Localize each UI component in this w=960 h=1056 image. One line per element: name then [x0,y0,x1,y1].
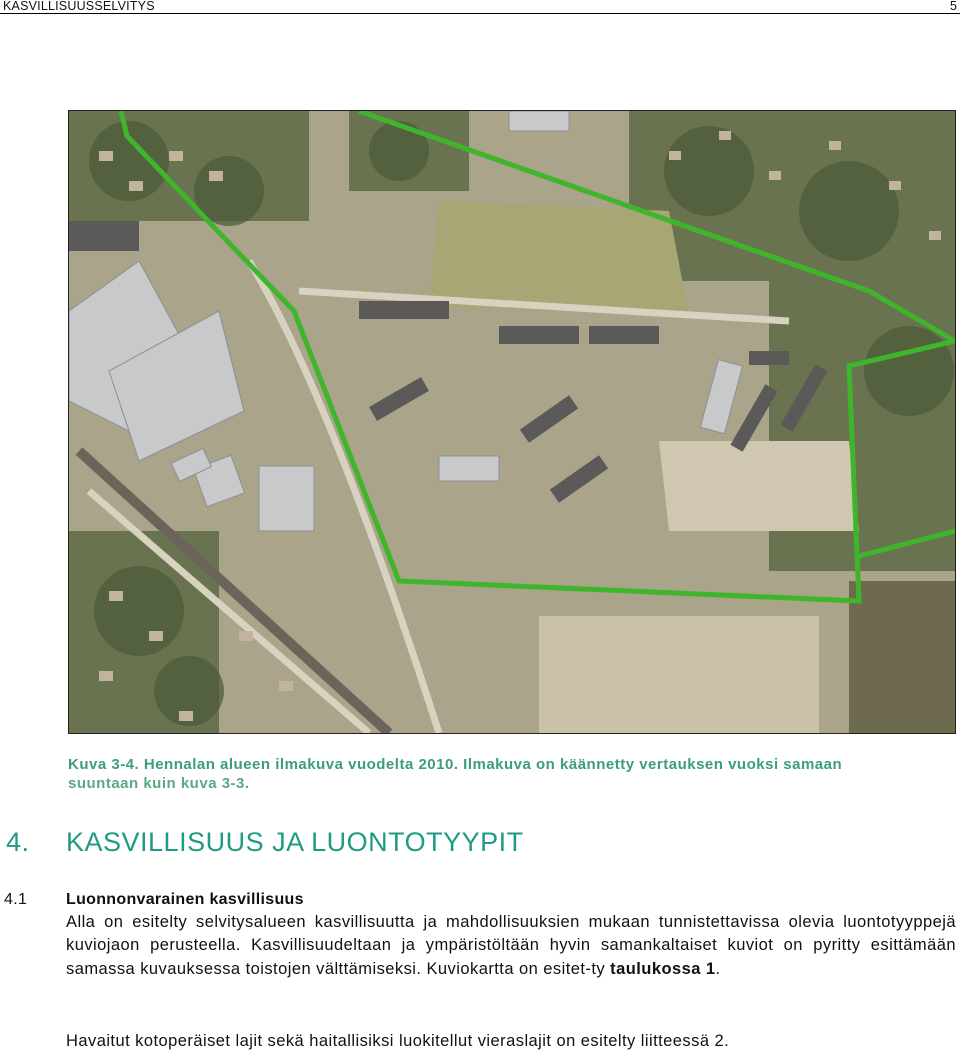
document-title: KASVILLISUUSSELVITYS [3,0,155,13]
section-title: KASVILLISUUS JA LUONTOTYYPIT [66,827,524,857]
subsection-title: Luonnonvarainen kasvillisuus [66,891,304,908]
caption-line-1: Kuva 3-4. Hennalan alueen ilmakuva vuodelta 2010. Ilmakuva on käännetty vertauksen vuoksi samaan [68,756,843,773]
running-header [0,0,960,14]
paragraph-1 [66,911,956,981]
subsection-number: 4.1 [4,891,28,908]
aerial-photo-map [69,111,955,733]
paragraph-2 [66,1030,956,1053]
aerial-photo [68,110,956,734]
paragraph-2-text: Havaitut kotoperäiset lajit sekä haitallisiksi luokitellut vieraslajit on esitelty liitteessä 2. [66,1032,730,1050]
page-number: 5 [950,0,957,13]
figure-caption [68,755,948,793]
subsection-heading [4,890,904,910]
paragraph-1-text: Alla on esitelty selvitysalueen kasvillisuutta ja mahdollisuuksien mukaan tunnistettavissa olevia luontotyyppejä kuviojaon perusteella. Kasvillisuudeltaan ja ympäristöltään hyvin samankaltaiset kuviot on pyritty esittämään samassa kuvauksessa toistojen välttämiseksi. Kuviokartta on esitet-ty [66,913,956,978]
section-number: 4. [6,827,30,857]
paragraph-1-end: . [715,959,721,978]
section-heading [6,826,906,858]
caption-line-2: suuntaan kuin kuva 3-3. [68,775,250,792]
table-reference: taulukossa 1 [610,959,716,978]
